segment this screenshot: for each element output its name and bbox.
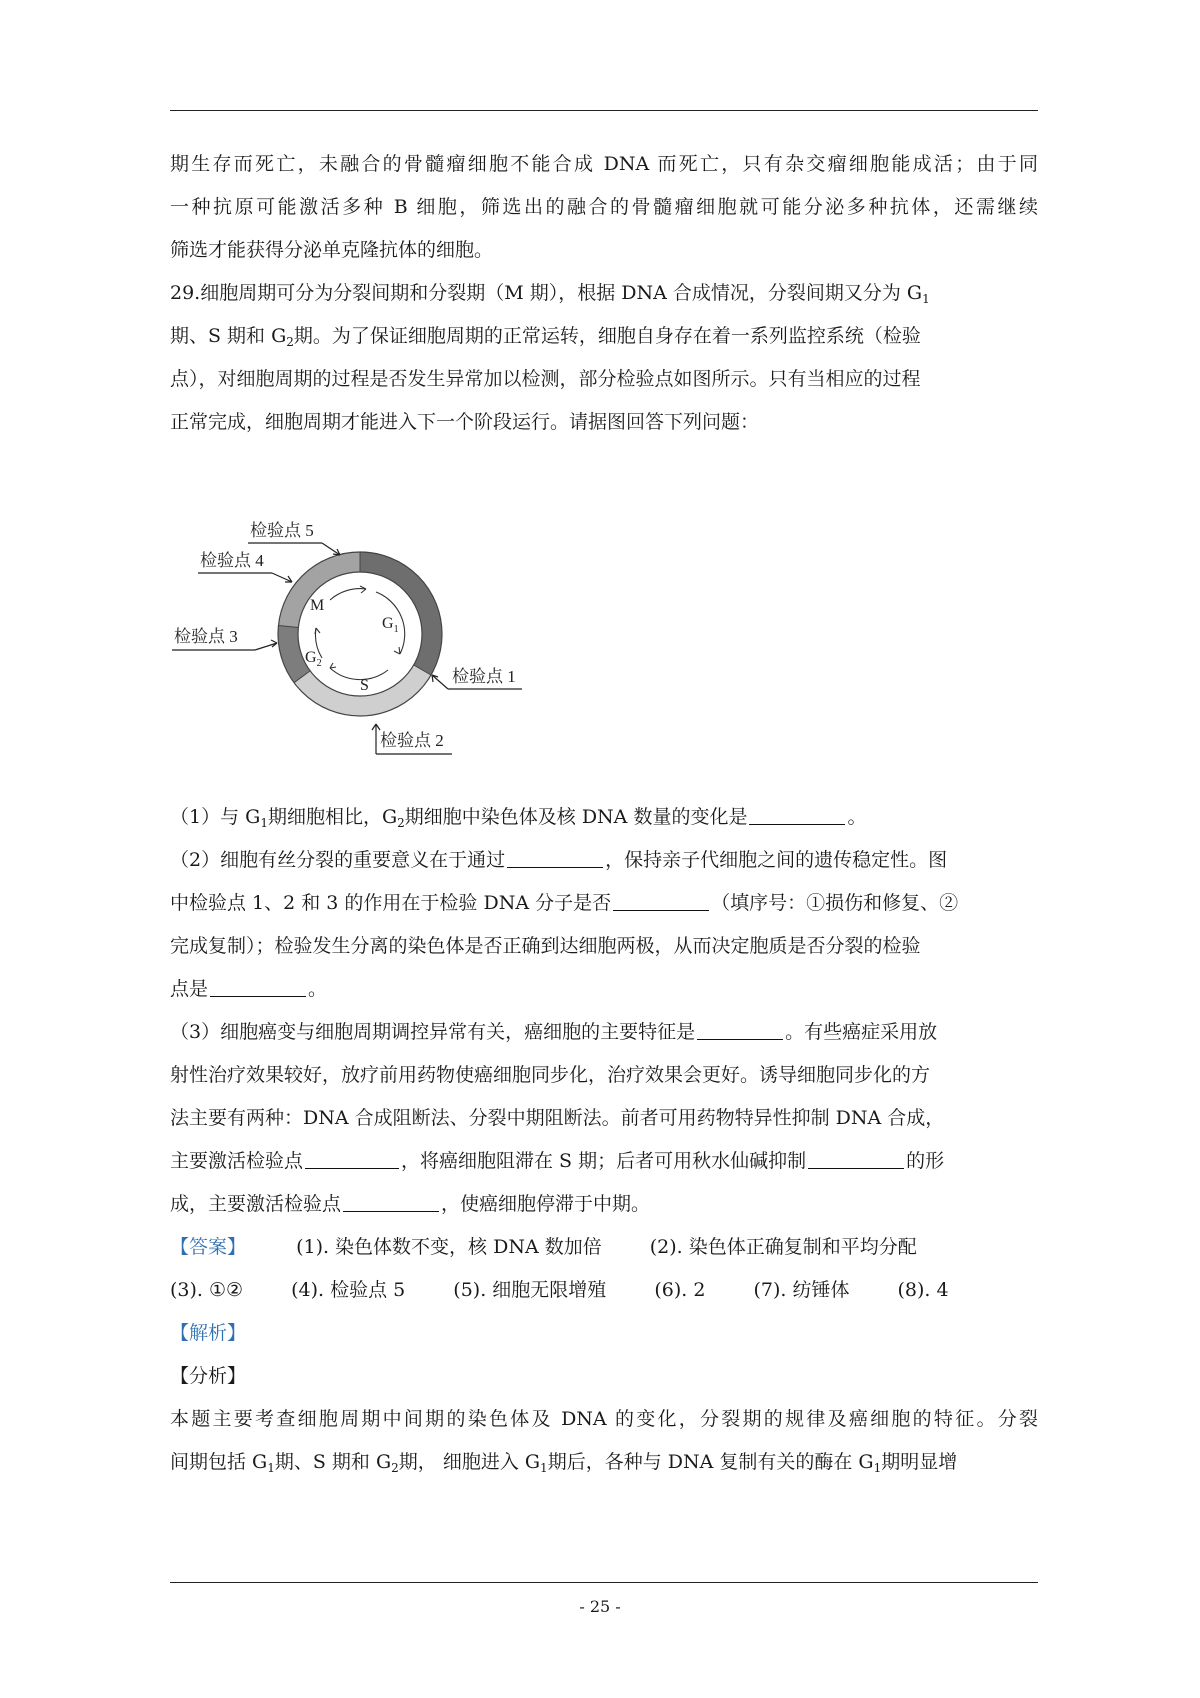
answer-item-1: (1). 染色体数不变，核 DNA 数加倍 bbox=[296, 1236, 602, 1258]
subquestion-2-line-4: 点是 。 bbox=[170, 978, 328, 1000]
checkpoint-2-label: 检验点 2 bbox=[380, 731, 444, 750]
answer-blank[interactable] bbox=[305, 1148, 399, 1169]
question-line-2: 期、S 期和 $G_2$期。为了保证细胞周期的正常运转，细胞自身存在着一系列监控系统（检验 bbox=[170, 325, 921, 349]
answer-row-1 bbox=[170, 1226, 1038, 1269]
document-body bbox=[170, 143, 1038, 444]
answer-item-8: (8). 4 bbox=[897, 1279, 949, 1301]
answer-item-4: (4). 检验点 5 bbox=[291, 1279, 406, 1301]
fenxi-label: 【分析】 bbox=[170, 1365, 247, 1387]
analysis-line-2: 间期包括 $G_1$期、S 期和 $G_2$期， 细胞进入 $G_1$期后，各种与 DNA 复制有关的酶在 $G_1$期明显增 bbox=[170, 1451, 958, 1475]
answer-blank[interactable] bbox=[210, 976, 306, 997]
subquestion-2-line-1: （2）细胞有丝分裂的重要意义在于通过 ，保持亲子代细胞之间的遗传稳定性。图 bbox=[170, 849, 948, 871]
question-line-4: 正常完成，细胞周期才能进入下一个阶段运行。请据图回答下列问题： bbox=[170, 411, 760, 433]
phase-s-label: S bbox=[360, 677, 369, 694]
answer-blank[interactable] bbox=[507, 847, 603, 868]
checkpoint-3-label: 检验点 3 bbox=[174, 627, 238, 646]
answer-label: 【答案】 bbox=[170, 1236, 247, 1258]
answer-item-3: (3). ①② bbox=[170, 1279, 244, 1301]
subquestion-3-line-4: 主要激活检验点 ，将癌细胞阻滞在 S 期；后者可用秋水仙碱抑制 的形 bbox=[170, 1150, 945, 1172]
cell-cycle-diagram bbox=[170, 510, 590, 765]
question-line-1: 29.细胞周期可分为分裂间期和分裂期（M 期），根据 DNA 合成情况，分裂间期又分为 $G_1$ bbox=[170, 282, 930, 306]
analysis-label: 【解析】 bbox=[170, 1322, 247, 1344]
subquestion-3-line-5: 成，主要激活检验点 ，使癌细胞停滞于中期。 bbox=[170, 1193, 651, 1215]
answer-item-5: (5). 细胞无限增殖 bbox=[453, 1279, 607, 1301]
intro-line-1: 期生存而死亡，未融合的骨髓瘤细胞不能合成 DNA 而死亡，只有杂交瘤细胞能成活；由于同 bbox=[170, 153, 1038, 175]
answer-blank[interactable] bbox=[343, 1191, 439, 1212]
subquestion-2-line-3: 完成复制）；检验发生分离的染色体是否正确到达细胞两极，从而决定胞质是否分裂的检验 bbox=[170, 935, 921, 957]
answer-blank[interactable] bbox=[749, 804, 845, 825]
checkpoint-5-label: 检验点 5 bbox=[250, 521, 314, 540]
answer-blank[interactable] bbox=[808, 1148, 904, 1169]
answer-row-2 bbox=[170, 1269, 1038, 1312]
checkpoint-1-label: 检验点 1 bbox=[452, 667, 516, 686]
page-number: - 25 - bbox=[579, 1597, 621, 1616]
subquestion-1: （1）与 $G_1$期细胞相比，$G_2$期细胞中染色体及核 DNA 数量的变化是 。 bbox=[170, 806, 867, 830]
header-rule bbox=[170, 110, 1038, 111]
intro-line-3: 筛选才能获得分泌单克隆抗体的细胞。 bbox=[170, 239, 494, 261]
phase-g2-label: $G_2$ bbox=[305, 649, 322, 669]
subquestion-3-line-2: 射性治疗效果较好，放疗前用药物使癌细胞同步化，治疗效果会更好。诱导细胞同步化的方 bbox=[170, 1064, 931, 1086]
subquestion-2-line-2: 中检验点 1、2 和 3 的作用在于检验 DNA 分子是否 （填序号：①损伤和修复、② bbox=[170, 892, 959, 914]
subquestions bbox=[170, 796, 1038, 1484]
intro-line-2: 一种抗原可能激活多种 B 细胞，筛选出的融合的骨髓瘤细胞就可能分泌多种抗体，还需继续 bbox=[170, 196, 1038, 218]
answer-item-6: (6). 2 bbox=[654, 1279, 706, 1301]
question-line-3: 点），对细胞周期的过程是否发生异常加以检测，部分检验点如图所示。只有当相应的过程 bbox=[170, 368, 921, 390]
phase-g1-label: $G_1$ bbox=[382, 615, 399, 635]
phase-m-label: M bbox=[310, 597, 325, 614]
answer-item-7: (7). 纺锤体 bbox=[753, 1279, 850, 1301]
answer-item-2: (2). 染色体正确复制和平均分配 bbox=[649, 1236, 917, 1258]
footer-rule bbox=[170, 1582, 1038, 1583]
checkpoint-4-label: 检验点 4 bbox=[200, 551, 264, 570]
analysis-line-1: 本题主要考查细胞周期中间期的染色体及 DNA 的变化，分裂期的规律及癌细胞的特征。分裂 bbox=[170, 1408, 1038, 1430]
answer-blank[interactable] bbox=[613, 890, 709, 911]
subquestion-3-line-3: 法主要有两种：DNA 合成阻断法、分裂中期阻断法。前者可用药物特异性抑制 DNA 合成， bbox=[170, 1107, 945, 1129]
subquestion-3-line-1: （3）细胞癌变与细胞周期调控异常有关，癌细胞的主要特征是 。有些癌症采用放 bbox=[170, 1021, 938, 1043]
answer-blank[interactable] bbox=[697, 1019, 783, 1040]
